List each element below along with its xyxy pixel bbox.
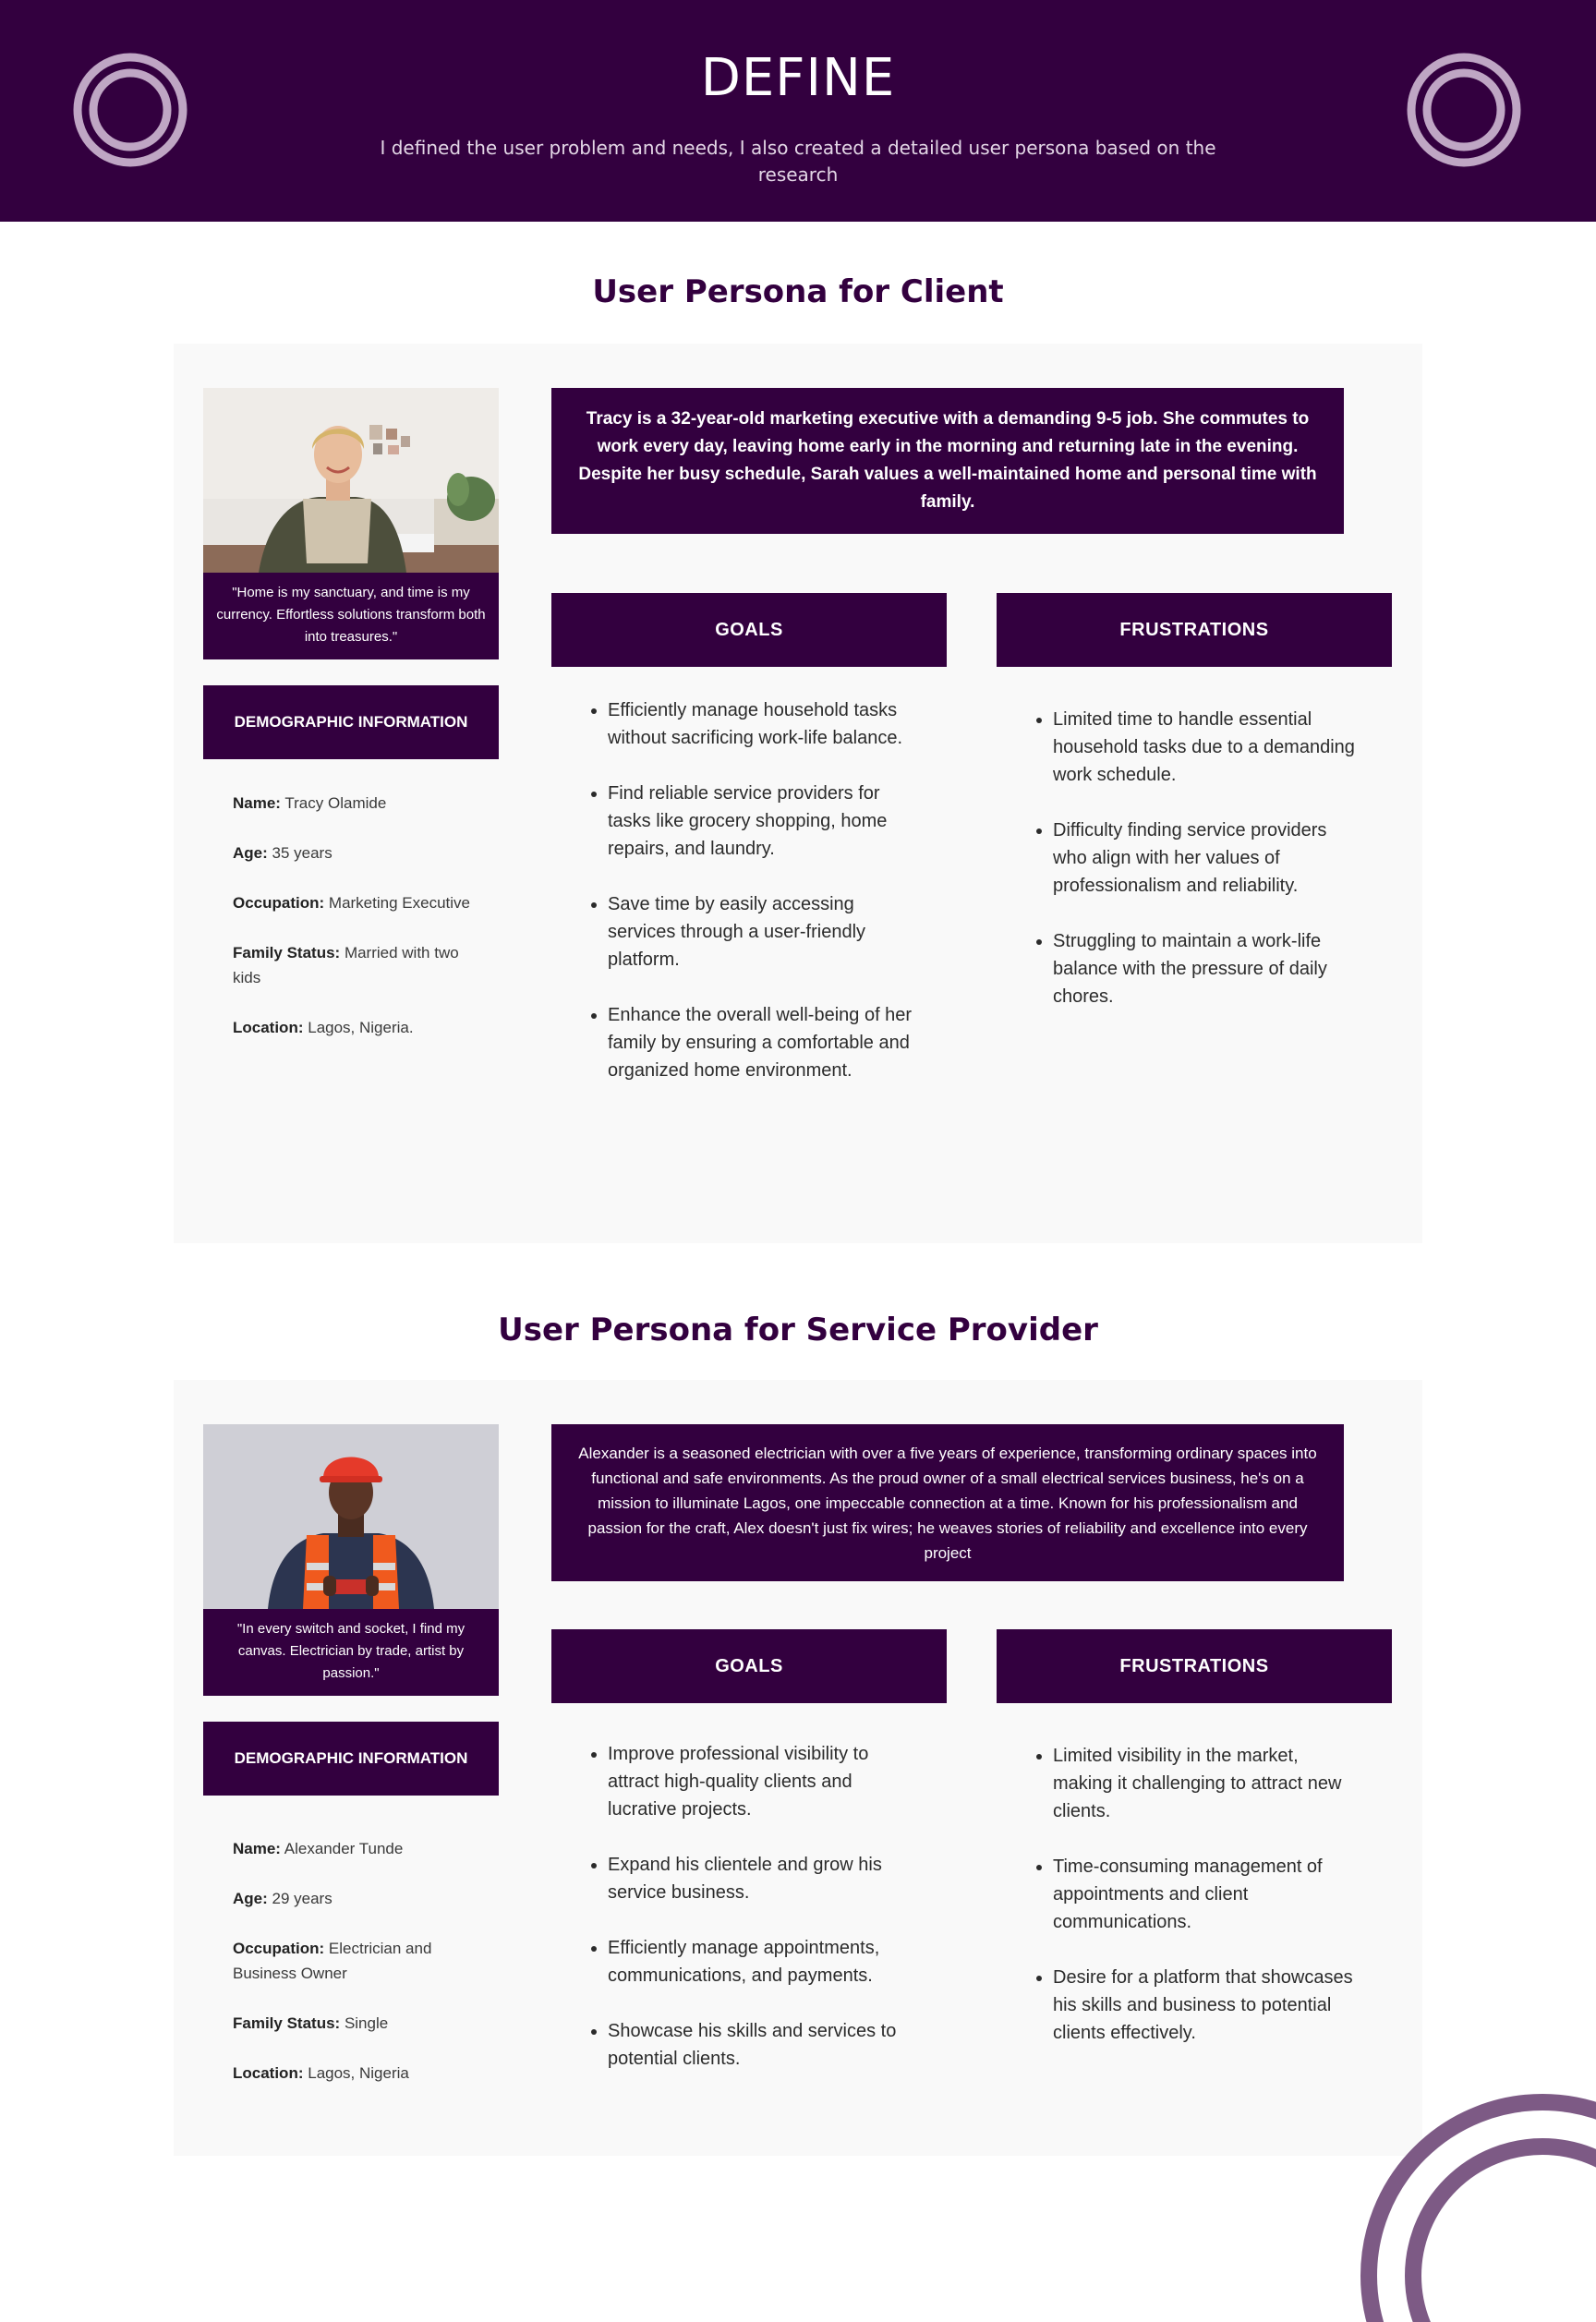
demographic-heading-client: DEMOGRAPHIC INFORMATION	[203, 685, 499, 759]
demographic-age	[233, 1886, 473, 1911]
demographic-label: Location:	[233, 2064, 304, 2082]
demographic-heading-provider: DEMOGRAPHIC INFORMATION	[203, 1722, 499, 1796]
demographic-value: Lagos, Nigeria	[308, 2064, 409, 2082]
demographic-location	[233, 2061, 473, 2086]
demographic-label: Name:	[233, 1840, 281, 1857]
persona-card-provider	[174, 1380, 1422, 2156]
persona-photo-provider	[203, 1424, 499, 1609]
list-item: • Efficiently manage appointments, communications, and payments.	[608, 1934, 916, 1989]
demographic-value: Married with two kids	[233, 944, 459, 986]
page-subtitle: I defined the user problem and needs, I also created a detailed user persona based on the research	[380, 137, 1216, 186]
demographic-location	[233, 1015, 473, 1040]
demographic-value: Electrician and Business Owner	[233, 1940, 432, 1982]
section-title-client: User Persona for Client	[592, 273, 1004, 310]
section-title-provider: User Persona for Service Provider	[498, 1312, 1098, 1348]
demographic-label: Occupation:	[233, 1940, 325, 1957]
demographic-name	[233, 791, 473, 816]
list-item: • Save time by easily accessing services through a user-friendly platform.	[608, 890, 916, 974]
frustrations-list-provider	[1029, 1742, 1361, 2074]
demographic-value: Marketing Executive	[328, 894, 470, 912]
demographic-label: Location:	[233, 1019, 304, 1036]
list-item: • Efficiently manage household tasks without sacrificing work-life balance.	[608, 696, 916, 752]
list-item: • Struggling to maintain a work-life balance with the pressure of daily chores.	[1053, 927, 1361, 1010]
demographic-value: Single	[344, 2014, 389, 2032]
demographic-label: Family Status:	[233, 2014, 341, 2032]
demographic-family-status	[233, 940, 473, 990]
list-item: • Improve professional visibility to attract high-quality clients and lucrative projects.	[608, 1740, 916, 1823]
demographic-label: Age:	[233, 1890, 268, 1907]
goals-heading-provider: GOALS	[551, 1629, 947, 1703]
list-item: • Time-consuming management of appointments and client communications.	[1053, 1853, 1361, 1936]
demographic-value: Lagos, Nigeria.	[308, 1019, 414, 1036]
demographic-value: 35 years	[272, 844, 332, 862]
persona-bio-text: Tracy is a 32-year-old marketing executive with a demanding 9-5 job. She commutes to work every day, leaving home early in the morning and returning late in the evening. Despite her busy schedule, Sarah values a well-maintained home and personal time with family.	[578, 409, 1317, 512]
demographic-value: 29 years	[272, 1890, 332, 1907]
demographic-occupation	[233, 890, 473, 915]
frustrations-list-client	[1029, 706, 1361, 1038]
list-item: • Find reliable service providers for tasks like grocery shopping, home repairs, and laundry.	[608, 780, 916, 863]
list-item: • Limited time to handle essential household tasks due to a demanding work schedule.	[1053, 706, 1361, 789]
demographic-label: Name:	[233, 794, 281, 812]
persona-bio-provider	[551, 1424, 1344, 1581]
frustrations-heading-client: FRUSTRATIONS	[997, 593, 1392, 667]
goals-list-client	[584, 696, 916, 1112]
list-item: • Showcase his skills and services to potential clients.	[608, 2017, 916, 2073]
demographic-list-provider	[233, 1836, 473, 2110]
list-item: • Difficulty finding service providers who align with her values of professionalism and reliability.	[1053, 816, 1361, 900]
hero-banner	[0, 0, 1596, 222]
persona-bio-client	[551, 388, 1344, 534]
list-item: • Enhance the overall well-being of her family by ensuring a comfortable and organized home environment.	[608, 1001, 916, 1084]
page-title: DEFINE	[700, 48, 896, 108]
demographic-value: Alexander Tunde	[284, 1840, 404, 1857]
demographic-name	[233, 1836, 473, 1861]
persona-photo-client	[203, 388, 499, 573]
persona-quote-provider: "In every switch and socket, I find my canvas. Electrician by trade, artist by passion."	[203, 1609, 499, 1696]
frustrations-heading-provider: FRUSTRATIONS	[997, 1629, 1392, 1703]
demographic-age	[233, 841, 473, 865]
demographic-label: Family Status:	[233, 944, 341, 961]
demographic-label: Age:	[233, 844, 268, 862]
goals-list-provider	[584, 1740, 916, 2100]
goals-heading-client: GOALS	[551, 593, 947, 667]
demographic-occupation	[233, 1936, 473, 1986]
demographic-family-status	[233, 2011, 473, 2036]
list-item: • Desire for a platform that showcases his skills and business to potential clients effectively.	[1053, 1964, 1361, 2047]
persona-quote-client: "Home is my sanctuary, and time is my currency. Effortless solutions transform both into treasures."	[203, 573, 499, 659]
demographic-value: Tracy Olamide	[284, 794, 387, 812]
list-item: • Expand his clientele and grow his service business.	[608, 1851, 916, 1906]
rings-decoration-icon	[1348, 2082, 1596, 2322]
persona-bio-text: Alexander is a seasoned electrician with over a five years of experience, transforming ordinary spaces into functional and safe environments. As the proud owner of a small electrical services business, he's on a mission to illuminate Lagos, one impeccable connection at a time. Known for his professionalism and passion for the craft, Alex doesn't just fix wires; he weaves stories of reliability and excellence into every project	[578, 1444, 1317, 1562]
ring-icon	[1406, 52, 1522, 168]
demographic-list-client	[233, 791, 473, 1065]
demographic-label: Occupation:	[233, 894, 325, 912]
persona-card-client	[174, 344, 1422, 1243]
list-item: • Limited visibility in the market, making it challenging to attract new clients.	[1053, 1742, 1361, 1825]
